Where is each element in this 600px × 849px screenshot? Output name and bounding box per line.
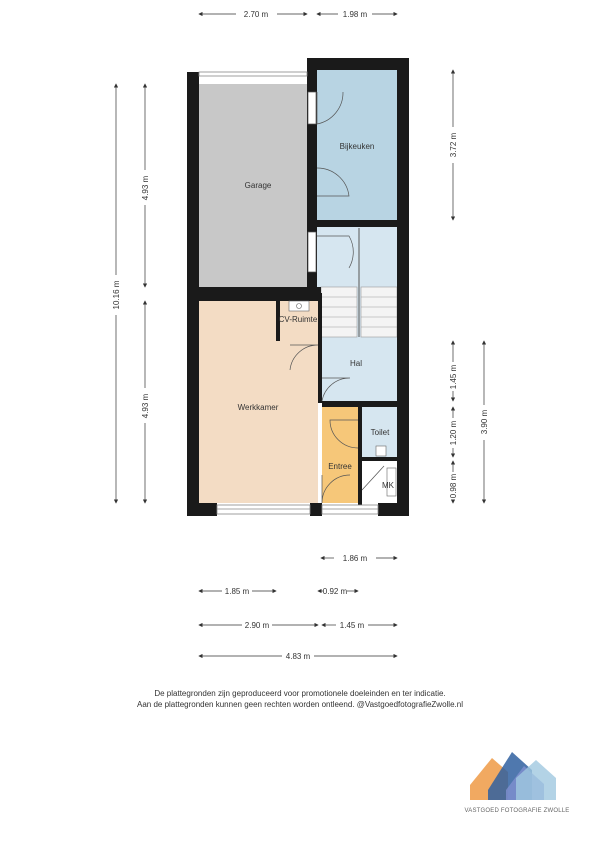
- dim-left-lower: 4.93 m: [141, 393, 150, 419]
- dim-bottom-2a: 1.85 m: [224, 587, 250, 596]
- brand-logo-icon: [470, 752, 556, 800]
- dim-bottom-3a: 2.90 m: [244, 621, 270, 630]
- dim-left-total: 10.16 m: [112, 280, 121, 310]
- dim-top-right: 1.98 m: [342, 10, 368, 19]
- room-label-hal: Hal: [349, 359, 363, 368]
- disclaimer-line-1: De plattegronden zijn geproduceerd voor promotionele doeleinden en ter indicatie.: [154, 689, 446, 698]
- dim-bottom-1: 1.86 m: [342, 554, 368, 563]
- room-label-entree: Entree: [328, 462, 352, 471]
- dim-bottom-3b: 1.45 m: [339, 621, 365, 630]
- dim-bottom-2b: 0.92 m: [322, 587, 348, 596]
- disclaimer: [0, 688, 600, 710]
- dim-bottom-4: 4.83 m: [285, 652, 311, 661]
- dim-right-a: 1.45 m: [449, 364, 458, 390]
- disclaimer-line-2: Aan de plattegronden kunnen geen rechten worden ontleend. @VastgoedfotografieZwolle.nl: [137, 700, 463, 709]
- room-label-werkkamer: Werkkamer: [237, 403, 279, 412]
- dim-right-b: 1.20 m: [449, 420, 458, 446]
- room-label-garage: Garage: [244, 181, 272, 190]
- room-label-bijkeuken: Bijkeuken: [339, 142, 375, 151]
- werkkamer-floor: [199, 301, 318, 503]
- room-label-mk: MK: [382, 481, 394, 490]
- brand-name: VASTGOED FOTOGRAFIE ZWOLLE: [464, 808, 570, 814]
- room-label-toilet: Toilet: [370, 428, 390, 437]
- dim-right-total: 3.90 m: [480, 409, 489, 435]
- dim-right-upper: 3.72 m: [449, 132, 458, 158]
- entree-floor: [322, 407, 358, 503]
- dim-left-upper: 4.93 m: [141, 175, 150, 201]
- dim-top-left: 2.70 m: [243, 10, 269, 19]
- room-label-cv-ruimte: CV-Ruimte: [278, 315, 318, 324]
- dim-right-c: 0.98 m: [449, 473, 458, 499]
